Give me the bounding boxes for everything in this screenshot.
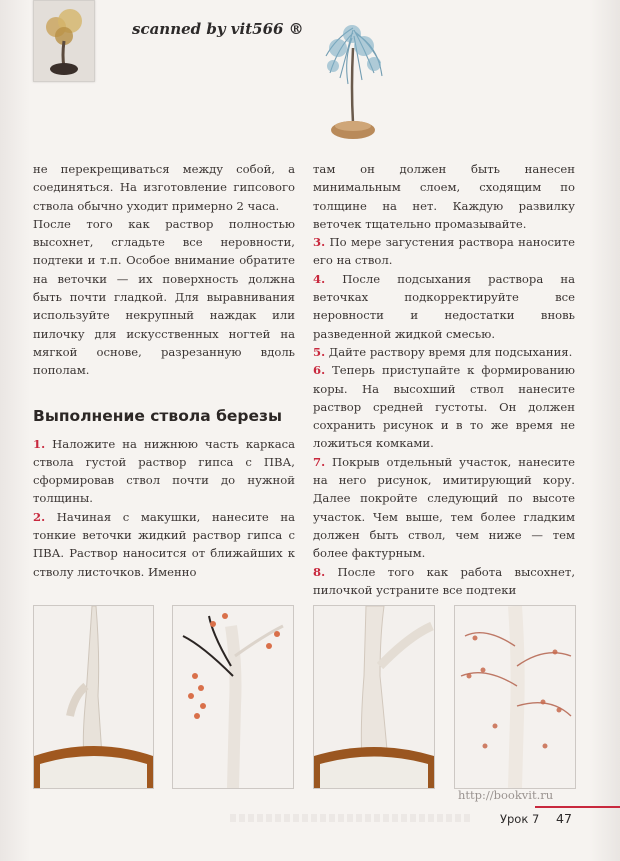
step-text: Начиная с макушки, нанесите на тонкие веточки жидкий раствор гипса с ПВА. Раствор наносится от ближайших к стволу листочков. Именно	[33, 509, 296, 579]
lesson-label: Урок 7	[500, 812, 540, 826]
left-text-column	[33, 160, 295, 581]
step-number: 6.	[313, 363, 326, 378]
paragraph: там он должен быть нанесен минимальным слоем, сходящим по толщине на нет. Каждую развилку веточек тщательно промазывайте.	[313, 162, 575, 231]
photo-trunk-plaster-1	[33, 605, 154, 789]
step-text: Наложите на нижнюю часть каркаса ствола густой раствор гипса с ПВА, сформировав ствол почти до нужной толщины.	[33, 436, 296, 506]
step-text: После подсыхания раствора на веточках подкорректируйте все неровности и недостатки вновь разведенной жидкой смесью.	[313, 271, 576, 341]
step-number: 5.	[313, 344, 326, 359]
step-number: 1.	[33, 436, 46, 451]
photo-trunk-plaster-2	[313, 605, 435, 789]
step-item	[313, 563, 575, 600]
right-text-column	[313, 160, 575, 599]
step-text: По мере загустения раствора наносите его на ствол.	[313, 235, 576, 268]
step-text: После того как работа высохнет, пилочкой устраните все подтеки	[313, 564, 575, 597]
step-number: 3.	[313, 235, 326, 250]
step-item	[313, 361, 575, 452]
step-text: Дайте раствору время для подсыхания.	[328, 344, 573, 359]
step-number: 8.	[313, 564, 326, 579]
step-item	[313, 453, 575, 563]
photo-finished-birch	[454, 605, 576, 789]
page-number: 47	[556, 811, 572, 826]
thumbnail-tree-illustration	[34, 1, 94, 81]
step-item	[313, 270, 575, 343]
photo-branches-plaster	[172, 605, 294, 789]
step-text: Покрыв отдельный участок, нанесите на него рисунок, имитирующий кору. Далее покройте следующий по высоте участок. Чем выше, тем более гладким должен быть ствол, чем ниже — тем более фактурным.	[313, 454, 575, 561]
footer-faint-text	[230, 814, 470, 822]
watermark-url: http://bookvit.ru	[458, 788, 554, 802]
step-item	[33, 435, 295, 508]
paragraph: После того как раствор полностью высохнет, сгладьте все неровности, подтеки и т.п. Особое внимание обратите на веточки — их поверхность должна быть почти гладкой. Для выравнивания используйте некрупный наждак или пилочку для искусственных ногтей на мягкой основе, разрезанную вдоль пополам.	[33, 216, 295, 378]
step-item	[313, 343, 575, 361]
section-heading: Выполнение ствола березы	[33, 406, 283, 425]
paragraph: не перекрещиваться между собой, а соединяться. На изготовление гипсового ствола обычно уходит примерно 2 часа.	[33, 162, 295, 213]
step-number: 7.	[313, 454, 326, 469]
header-tree-illustration	[318, 18, 388, 146]
scan-credit: scanned by vit566 ®	[132, 20, 304, 38]
corner-thumbnail-image	[33, 0, 95, 82]
step-item	[33, 508, 295, 581]
step-text: Теперь приступайте к формированию коры. На высохший ствол нанесите раствор средней густоты. Он должен сохранить рисунок и в то же время не ложиться комками.	[313, 363, 575, 451]
step-item	[313, 233, 575, 270]
footer-accent-line	[535, 806, 620, 808]
step-number: 2.	[33, 509, 46, 524]
step-number: 4.	[313, 271, 326, 286]
